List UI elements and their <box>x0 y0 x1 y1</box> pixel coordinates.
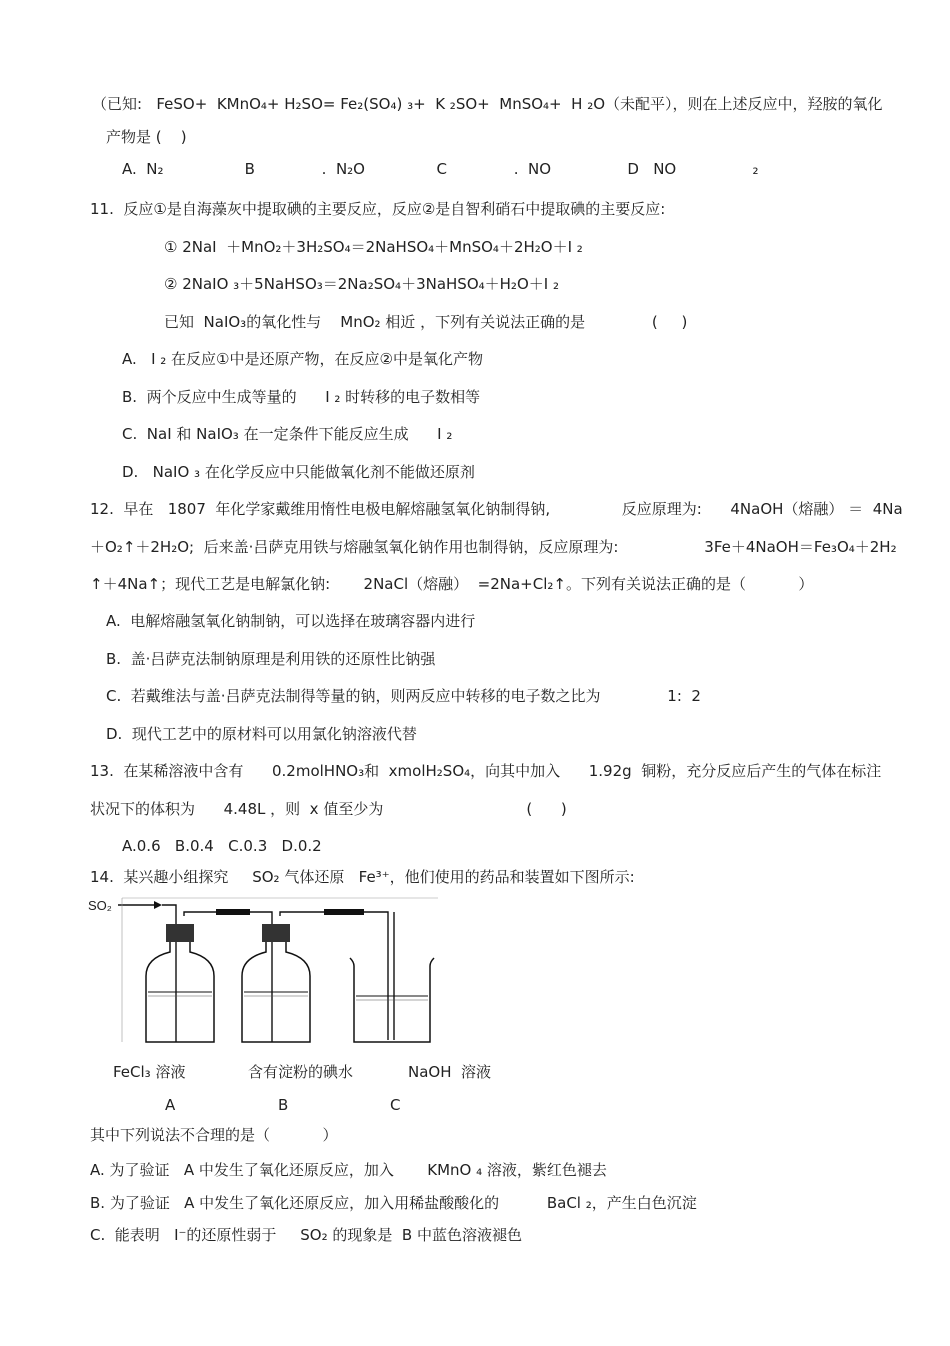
q12-option-d: D. 现代工艺中的原材料可以用氯化钠溶液代替 <box>106 725 417 743</box>
q12-stem-2: ＋O₂↑＋2H₂O; 后来盖·吕萨克用铁与熔融氢氧化钠作用也制得钠，反应原理为: 3Fe＋4NaOH＝Fe₃O₄＋2H₂ <box>90 538 897 556</box>
letter-a: A <box>165 1096 176 1114</box>
q13-stem-2: 状况下的体积为 4.48L ，则 x 值至少为 ( ) <box>90 800 567 818</box>
q11-option-a: A. I ₂ 在反应①中是还原产物，在反应②中是氧化产物 <box>122 350 483 368</box>
stopper-b <box>262 924 290 942</box>
rubber-joint-1 <box>216 909 250 915</box>
letter-b: B <box>278 1096 289 1114</box>
q12-option-b: B. 盖·吕萨克法制钠原理是利用铁的还原性比钠强 <box>106 650 436 668</box>
label-a-solution: FeCl₃ 溶液 <box>113 1063 186 1081</box>
q11-reaction-1: ① 2NaI ＋MnO₂＋3H₂SO₄＝2NaHSO₄＋MnSO₄＋2H₂O＋I ₂ <box>164 238 583 256</box>
rubber-joint-2 <box>324 909 364 915</box>
apparatus-diagram <box>88 892 448 1052</box>
stopper-a <box>166 924 194 942</box>
q14-option-a: A. 为了验证 A 中发生了氧化还原反应，加入 KMnO ₄ 溶液，紫红色褪去 <box>90 1161 607 1179</box>
q12-stem-3: ↑＋4Na↑；现代工艺是电解氯化钠: 2NaCl（熔融） =2Na+Cl₂↑。下列有关说法正确的是（ ） <box>90 575 814 593</box>
arrow-head <box>154 901 162 909</box>
q10-options: A. N₂ B . N₂O C . NO D NO ₂ <box>122 160 759 178</box>
q10-given-equation: （已知: FeSO+ KMnO₄+ H₂SO= Fe₂(SO₄) ₃+ K ₂SO+ MnSO₄+ H ₂O（未配平），则在上述反应中，羟胺的氧化 <box>92 95 883 113</box>
q11-option-c: C. NaI 和 NaIO₃ 在一定条件下能反应生成 I ₂ <box>122 425 453 443</box>
q14-stem: 14. 某兴趣小组探究 SO₂ 气体还原 Fe³⁺，他们使用的药品和装置如下图所示: <box>90 868 635 886</box>
label-c-solution: NaOH 溶液 <box>408 1063 492 1081</box>
q14-option-b: B. 为了验证 A 中发生了氧化还原反应，加入用稀盐酸酸化的 BaCl ₂，产生白色沉淀 <box>90 1194 697 1212</box>
q10-stem-end: 产物是 ( ) <box>106 128 187 146</box>
q11-given: 已知 NaIO₃的氧化性与 MnO₂ 相近 ，下列有关说法正确的是 ( ) <box>164 313 688 331</box>
q12-option-a: A. 电解熔融氢氧化钠制钠，可以选择在玻璃容器内进行 <box>106 612 476 630</box>
letter-c: C <box>390 1096 401 1114</box>
label-b-solution: 含有淀粉的碘水 <box>248 1063 354 1081</box>
q11-reaction-2: ② 2NaIO ₃＋5NaHSO₃＝2Na₂SO₄＋3NaHSO₄＋H₂O＋I ₂ <box>164 275 559 293</box>
q12-option-c: C. 若戴维法与盖·吕萨克法制得等量的钠，则两反应中转移的电子数之比为 1: 2 <box>106 687 701 705</box>
q11-option-b: B. 两个反应中生成等量的 I ₂ 时转移的电子数相等 <box>122 388 481 406</box>
tube-c-in <box>364 912 388 1040</box>
tube-b-out <box>280 912 324 916</box>
q11-option-d: D. NaIO ₃ 在化学反应中只能做氧化剂不能做还原剂 <box>122 463 475 481</box>
q14-prompt: 其中下列说法不合理的是（ ） <box>90 1126 338 1144</box>
q11-stem: 11. 反应①是自海藻灰中提取碘的主要反应，反应②是自智利硝石中提取碘的主要反应: <box>90 200 666 218</box>
q12-stem-1: 12. 早在 1807 年化学家戴维用惰性电极电解熔融氢氧化钠制得钠, 反应原理为: 4NaOH（熔融） ＝ 4Na <box>90 500 903 518</box>
gas-label: SO₂ <box>88 898 112 913</box>
q13-options: A.0.6 B.0.4 C.0.3 D.0.2 <box>122 837 322 855</box>
q14-option-c: C. 能表明 I⁻的还原性弱于 SO₂ 的现象是 B 中蓝色溶液褪色 <box>90 1226 522 1244</box>
q13-stem-1: 13. 在某稀溶液中含有 0.2molHNO₃和 xmolH₂SO₄，向其中加入 1.92g 铜粉，充分反应后产生的气体在标注 <box>90 762 882 780</box>
